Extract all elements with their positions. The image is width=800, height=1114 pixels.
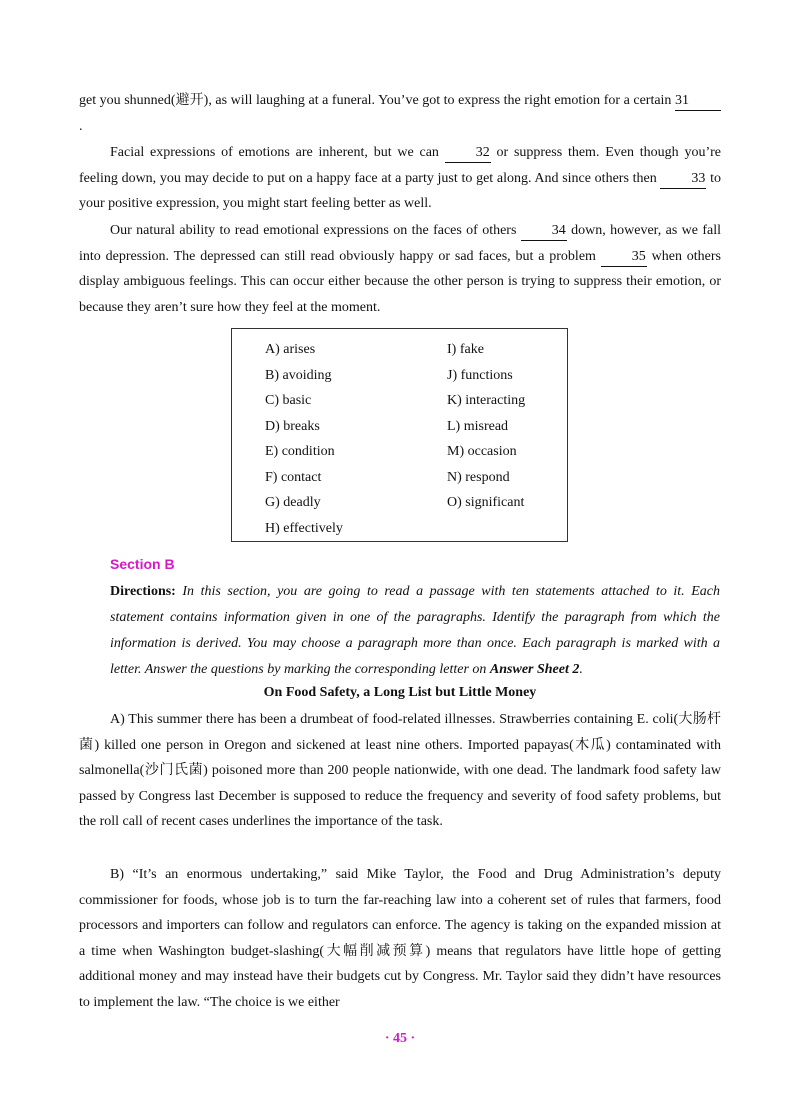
word-option: E) condition (265, 444, 335, 459)
word-option: A) arises (265, 342, 316, 357)
word-option: M) occasion (447, 444, 517, 459)
word-option: J) functions (447, 367, 513, 383)
directions-text: In this section, you are going to read a passage with ten statements attached to it. Each statement contains information given in one of the paragraphs. Identify the paragraph from which the information is derived. You may choose a paragraph more than once. Each paragraph is marked with a letter. Answer the questions by marking the corresponding letter on Answer Sheet 2. (110, 584, 720, 677)
directions-label: Directions: (110, 584, 176, 599)
blank-33: 33 (660, 170, 706, 189)
word-option: F) contact (265, 469, 322, 485)
word-bank-left-column (265, 337, 343, 541)
word-option: H) effectively (265, 520, 343, 536)
word-bank-right-column (447, 337, 525, 516)
blank-32: 32 (445, 144, 491, 163)
paragraph-34-35: Our natural ability to read emotional expressions on the faces of others 34 down, however, as we fall into depression. The depressed can still read obviously happy or sad faces, but a problem 35 when others display ambiguous feelings. This can occur either because the other person is trying to suppress their emotion, or because they aren’t sure how they feel at the moment. (79, 223, 721, 315)
page-number: · 45 · (384, 1031, 416, 1046)
word-option: G) deadly (265, 495, 321, 510)
word-option: B) avoiding (265, 367, 332, 383)
paragraph-31: get you shunned(避开), as will laughing at a funeral. You’ve got to express the right emotion for a certain 31. (79, 88, 721, 139)
blank-35: 35 (601, 248, 647, 267)
word-option: I) fake (447, 342, 484, 357)
paragraph-32-33: Facial expressions of emotions are inherent, but we can 32 or suppress them. Even though you’re feeling down, you may decide to put on a happy face at a party just to get along. And since others then 33 to your positive expression, you might start feeling better as well. (79, 145, 722, 212)
section-heading: Section B (110, 556, 175, 572)
answer-sheet-label: Answer Sheet 2 (489, 662, 580, 677)
word-bank (231, 328, 568, 542)
word-option: L) misread (447, 418, 509, 434)
word-option: K) interacting (447, 393, 526, 408)
article-paragraph-b: B) “It’s an enormous undertaking,” said Mike Taylor, the Food and Drug Administration’s deputy commissioner for foods, whose job is to turn the far-reaching law into a coherent set of rules that farmers, food processors and importers can follow and regulators can enforce. The agency is taking on the expanded mission at a time when Washington budget-slashing(大幅削减预算) means that regulators have little hope of getting additional money and may instead have their budgets cut by Congress. Mr. Taylor said they didn’t have resources to implement the law. “The choice is we either (79, 867, 721, 1010)
directions (110, 579, 720, 683)
blank-34: 34 (521, 222, 567, 241)
word-option: O) significant (447, 495, 525, 510)
word-option: N) respond (447, 469, 510, 485)
article-paragraph-a: A) This summer there has been a drumbeat of food-related illnesses. Strawberries containing E. coli(大肠杆菌) killed one person in Oregon and sickened at least nine others. Imported papayas(木瓜) contaminated with salmonella(沙门氏菌) poisoned more than 200 people nationwide, with one dead. The landmark food safety law passed by Congress last December is supposed to reduce the frequency and severity of food safety problems, but the roll call of recent cases underlines the importance of the task. (79, 712, 721, 830)
article-title: On Food Safety, a Long List but Little Money (263, 685, 537, 700)
blank-31: 31 (675, 92, 721, 111)
word-option: C) basic (265, 393, 312, 408)
word-option: D) breaks (265, 418, 320, 434)
